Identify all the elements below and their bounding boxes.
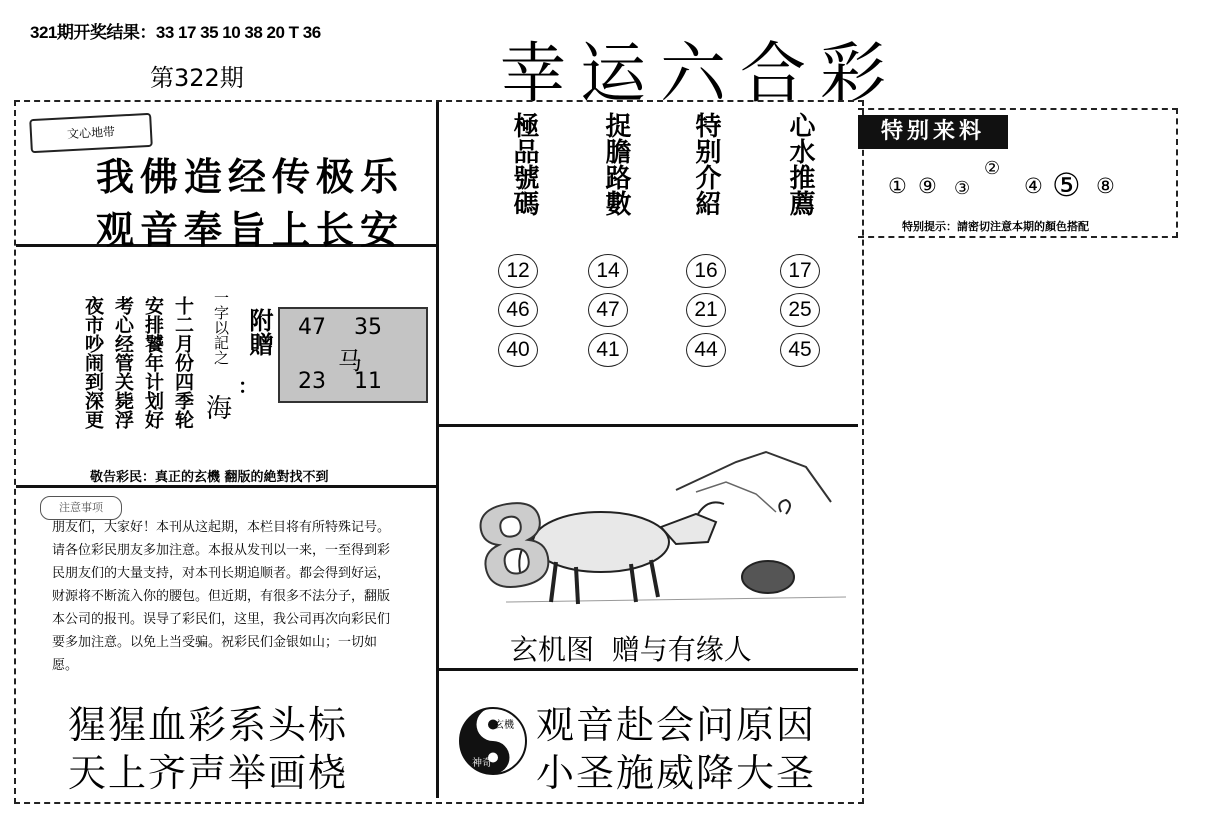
number-cell: 14 [588, 254, 628, 288]
yang-label: 神奇 [472, 758, 492, 769]
special-header: 特别来料 [858, 115, 1008, 149]
gift-animal: 马 [338, 347, 362, 375]
gift-box [278, 307, 428, 403]
column-header: 捉膽路數 [601, 112, 631, 216]
gift-numbers-top: 47 35 [298, 315, 382, 340]
number-cell: 45 [780, 333, 820, 367]
special-number: ③ [954, 178, 971, 199]
verse-line-2: 观音奉旨上长安 [96, 207, 405, 252]
yin-label: 玄機 [494, 720, 514, 731]
special-number: ⑤ [1052, 166, 1081, 204]
warning-text: 敬告彩民：真正的玄機 翻版的絶對找不到 [90, 470, 329, 485]
picture-caption: 玄机图 赠与有缘人 [510, 633, 752, 666]
poem-column: 夜市吵闹到深更 [82, 295, 104, 429]
number-cell: 21 [686, 293, 726, 327]
gift-numbers-bottom: 23 11 [298, 369, 382, 394]
page-title: 幸运六合彩 [500, 35, 900, 112]
verse-bottom-2: 天上齐声举画桡 [68, 751, 349, 795]
special-number: ⑧ [1096, 174, 1115, 198]
number-cell: 12 [498, 254, 538, 288]
verse-line-1: 我佛造经传极乐 [96, 154, 405, 199]
number-cell: 40 [498, 333, 538, 367]
verse-center-2: 小圣施威降大圣 [536, 751, 817, 795]
yin-yang-icon [458, 706, 528, 776]
number-cell: 25 [780, 293, 820, 327]
divider-left-2 [16, 485, 438, 488]
number-cell: 47 [588, 293, 628, 327]
divider-vertical [436, 102, 439, 798]
previous-result: 321期开奖结果：33 17 35 10 38 20 T 36 [30, 23, 321, 42]
special-number: ⑨ [918, 174, 937, 198]
side-note: 一字以記之 [212, 290, 230, 365]
verse-bottom-1: 猩猩血彩系头标 [68, 703, 349, 747]
notice-text: 朋友们，大家好！本刊从这起期，本栏目将有所特殊记号。请各位彩民朋友多加注意。本报从发刊以一来，一至得到彩民朋友们的大量支持，对本刊长期追顺者。都会得到好运，财源将不断流入你的腰包。但近期，有很多不法分子，翻版本公司的报刊。误导了彩民们，这里，我公司再次向彩民们要多加注意。以免上当受骗。祝彩民们金银如山；一切如愿。 [52, 520, 391, 673]
column-header: 心水推薦 [785, 112, 815, 216]
poem-column: 十二月份四季轮 [172, 295, 194, 429]
poem-column: 安排饕年计划好 [142, 295, 164, 429]
divider-center-1 [438, 424, 858, 427]
column-header: 特别介紹 [691, 112, 721, 216]
column-header: 極品號碼 [509, 112, 539, 216]
special-tip: 特别提示：請密切注意本期的顏色搭配 [902, 220, 1089, 233]
number-cell: 17 [780, 254, 820, 288]
poem-column: 考心经管关毙浮 [112, 295, 134, 429]
verse-center-1: 观音赴会问原因 [536, 703, 817, 747]
number-cell: 44 [686, 333, 726, 367]
section-badge: 文心地带 [29, 113, 153, 153]
number-cell: 41 [588, 333, 628, 367]
gift-colon: ： [238, 374, 258, 398]
special-number: ④ [1024, 174, 1043, 198]
number-cell: 16 [686, 254, 726, 288]
issue-number: 第322期 [150, 64, 244, 92]
special-numbers [888, 158, 1148, 204]
poem-grid [78, 252, 218, 472]
special-number: ① [888, 174, 907, 198]
divider-center-2 [438, 668, 858, 671]
side-char: 海 [206, 394, 233, 424]
big-digit: 8 [465, 477, 564, 617]
notice-badge: 注意事项 [40, 496, 122, 520]
riddle-picture [446, 432, 852, 622]
special-number: ② [984, 158, 1001, 179]
gift-label: 附贈 [245, 308, 273, 356]
number-cell: 46 [498, 293, 538, 327]
